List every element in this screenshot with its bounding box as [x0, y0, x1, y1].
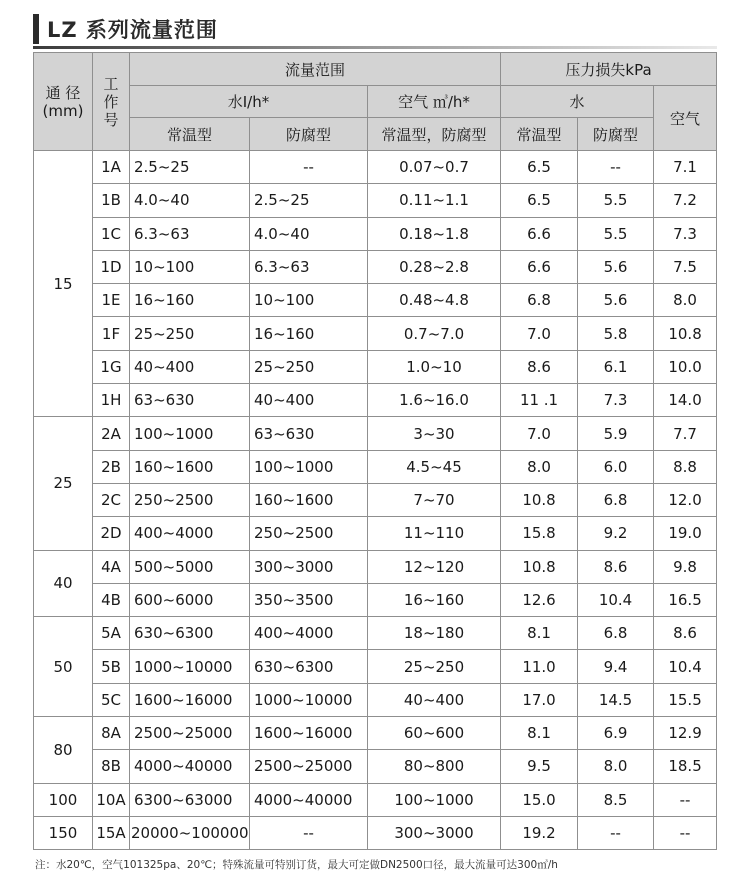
- table-row: [34, 750, 717, 783]
- air-flow-header: 空气 ㎥/h*: [368, 86, 501, 118]
- loss-normal-header: 常温型: [501, 118, 578, 151]
- loss-normal-cell: 15.8: [501, 517, 578, 550]
- water-normal-cell: 40~400: [130, 350, 250, 383]
- water-anti-header: 防腐型: [250, 118, 368, 151]
- water-normal-cell: 16~160: [130, 284, 250, 317]
- type-cell: 1F: [93, 317, 130, 350]
- water-normal-cell: 2.5~25: [130, 151, 250, 184]
- water-anti-cell: 4.0~40: [250, 217, 368, 250]
- title-bar: [33, 12, 717, 46]
- loss-air-cell: 8.0: [654, 284, 717, 317]
- table-row: [34, 384, 717, 417]
- loss-air-cell: 8.8: [654, 450, 717, 483]
- water-anti-cell: --: [250, 151, 368, 184]
- loss-air-cell: --: [654, 816, 717, 849]
- air-flow-cell: 0.11~1.1: [368, 184, 501, 217]
- loss-anti-header: 防腐型: [578, 118, 654, 151]
- loss-normal-cell: 8.0: [501, 450, 578, 483]
- type-cell: 2A: [93, 417, 130, 450]
- type-header: 工 作 号: [93, 53, 130, 151]
- table-row: [34, 617, 717, 650]
- type-cell: 8A: [93, 717, 130, 750]
- title-accent-bar: [33, 14, 39, 44]
- loss-air-cell: 10.8: [654, 317, 717, 350]
- loss-normal-cell: 10.8: [501, 483, 578, 516]
- loss-anti-cell: 5.5: [578, 217, 654, 250]
- type-cell: 4A: [93, 550, 130, 583]
- loss-air-cell: 8.6: [654, 617, 717, 650]
- loss-air-cell: 15.5: [654, 683, 717, 716]
- air-flow-cell: 1.6~16.0: [368, 384, 501, 417]
- table-row: [34, 250, 717, 283]
- diameter-cell: 150: [34, 816, 93, 849]
- water-anti-cell: 350~3500: [250, 583, 368, 616]
- water-normal-cell: 4.0~40: [130, 184, 250, 217]
- type-cell: 1C: [93, 217, 130, 250]
- water-anti-cell: 630~6300: [250, 650, 368, 683]
- loss-normal-cell: 15.0: [501, 783, 578, 816]
- table-row: [34, 217, 717, 250]
- air-flow-cell: 16~160: [368, 583, 501, 616]
- loss-air-cell: 7.2: [654, 184, 717, 217]
- air-flow-cell: 0.07~0.7: [368, 151, 501, 184]
- loss-anti-cell: 9.2: [578, 517, 654, 550]
- type-cell: 1D: [93, 250, 130, 283]
- loss-normal-cell: 11.0: [501, 650, 578, 683]
- diameter-cell: 25: [34, 417, 93, 550]
- loss-anti-cell: 6.8: [578, 617, 654, 650]
- air-flow-cell: 0.28~2.8: [368, 250, 501, 283]
- water-anti-cell: 1600~16000: [250, 717, 368, 750]
- water-anti-cell: 100~1000: [250, 450, 368, 483]
- table-row: [34, 317, 717, 350]
- flow-range-header: 流量范围: [130, 53, 501, 86]
- table-row: [34, 284, 717, 317]
- air-loss-header: 空气: [654, 86, 717, 151]
- loss-anti-cell: 6.1: [578, 350, 654, 383]
- water-anti-cell: 2500~25000: [250, 750, 368, 783]
- loss-air-cell: 10.4: [654, 650, 717, 683]
- type-cell: 1E: [93, 284, 130, 317]
- loss-normal-cell: 7.0: [501, 317, 578, 350]
- loss-anti-cell: 6.9: [578, 717, 654, 750]
- loss-anti-cell: 14.5: [578, 683, 654, 716]
- loss-normal-cell: 12.6: [501, 583, 578, 616]
- table-row: [34, 650, 717, 683]
- water-anti-cell: 250~2500: [250, 517, 368, 550]
- loss-normal-cell: 17.0: [501, 683, 578, 716]
- loss-normal-cell: 6.8: [501, 284, 578, 317]
- water-normal-cell: 400~4000: [130, 517, 250, 550]
- water-anti-cell: 40~400: [250, 384, 368, 417]
- loss-air-cell: 16.5: [654, 583, 717, 616]
- table-row: [34, 683, 717, 716]
- water-anti-cell: 1000~10000: [250, 683, 368, 716]
- loss-air-cell: 18.5: [654, 750, 717, 783]
- loss-normal-cell: 6.6: [501, 250, 578, 283]
- air-flow-cell: 3~30: [368, 417, 501, 450]
- type-cell: 1H: [93, 384, 130, 417]
- air-flow-cell: 0.48~4.8: [368, 284, 501, 317]
- water-flow-header: 水I/h*: [130, 86, 368, 118]
- type-cell: 2C: [93, 483, 130, 516]
- water-anti-cell: 63~630: [250, 417, 368, 450]
- water-anti-cell: 2.5~25: [250, 184, 368, 217]
- loss-air-cell: --: [654, 783, 717, 816]
- diameter-cell: 100: [34, 783, 93, 816]
- air-flow-cell: 0.18~1.8: [368, 217, 501, 250]
- water-normal-cell: 1000~10000: [130, 650, 250, 683]
- air-flow-cell: 0.7~7.0: [368, 317, 501, 350]
- type-cell: 10A: [93, 783, 130, 816]
- water-normal-cell: 63~630: [130, 384, 250, 417]
- loss-air-cell: 7.5: [654, 250, 717, 283]
- water-normal-cell: 600~6000: [130, 583, 250, 616]
- type-cell: 5B: [93, 650, 130, 683]
- type-cell: 1G: [93, 350, 130, 383]
- water-normal-cell: 160~1600: [130, 450, 250, 483]
- water-normal-cell: 630~6300: [130, 617, 250, 650]
- loss-normal-cell: 8.6: [501, 350, 578, 383]
- loss-normal-cell: 6.5: [501, 184, 578, 217]
- loss-anti-cell: 6.8: [578, 483, 654, 516]
- loss-anti-cell: 8.0: [578, 750, 654, 783]
- loss-air-cell: 19.0: [654, 517, 717, 550]
- water-anti-cell: 300~3000: [250, 550, 368, 583]
- water-normal-cell: 4000~40000: [130, 750, 250, 783]
- air-flow-cell: 100~1000: [368, 783, 501, 816]
- table-row: [34, 483, 717, 516]
- loss-anti-cell: 8.6: [578, 550, 654, 583]
- water-normal-cell: 500~5000: [130, 550, 250, 583]
- air-flow-cell: 40~400: [368, 683, 501, 716]
- loss-normal-cell: 10.8: [501, 550, 578, 583]
- water-normal-cell: 100~1000: [130, 417, 250, 450]
- loss-normal-cell: 19.2: [501, 816, 578, 849]
- loss-air-cell: 14.0: [654, 384, 717, 417]
- footnote: 注：水20℃，空气101325pa、20℃；特殊流量可特别订货，最大可定做DN2500口径，最大流量可达300㎥/h: [35, 859, 558, 871]
- water-anti-cell: 16~160: [250, 317, 368, 350]
- water-anti-cell: 10~100: [250, 284, 368, 317]
- air-flow-cell: 7~70: [368, 483, 501, 516]
- loss-air-cell: 7.7: [654, 417, 717, 450]
- loss-air-cell: 9.8: [654, 550, 717, 583]
- type-cell: 1B: [93, 184, 130, 217]
- air-flow-cell: 4.5~45: [368, 450, 501, 483]
- table-body: [34, 151, 717, 850]
- loss-anti-cell: 6.0: [578, 450, 654, 483]
- air-flow-cell: 300~3000: [368, 816, 501, 849]
- table-row: [34, 583, 717, 616]
- loss-normal-cell: 9.5: [501, 750, 578, 783]
- diameter-cell: 15: [34, 151, 93, 417]
- loss-anti-cell: 5.5: [578, 184, 654, 217]
- type-cell: 5C: [93, 683, 130, 716]
- water-normal-cell: 6300~63000: [130, 783, 250, 816]
- table-row: [34, 816, 717, 849]
- type-cell: 15A: [93, 816, 130, 849]
- table-row: [34, 417, 717, 450]
- air-flow-cell: 18~180: [368, 617, 501, 650]
- diameter-cell: 40: [34, 550, 93, 617]
- flow-range-table: [33, 52, 717, 850]
- loss-anti-cell: 7.3: [578, 384, 654, 417]
- page-title: LZ 系列流量范围: [47, 18, 218, 42]
- water-normal-cell: 6.3~63: [130, 217, 250, 250]
- water-anti-cell: 160~1600: [250, 483, 368, 516]
- diameter-header: 通 径 (mm): [34, 53, 93, 151]
- diameter-cell: 80: [34, 717, 93, 784]
- air-flow-cell: 12~120: [368, 550, 501, 583]
- table-row: [34, 550, 717, 583]
- loss-anti-cell: --: [578, 816, 654, 849]
- title-underline: [33, 46, 717, 49]
- loss-anti-cell: 8.5: [578, 783, 654, 816]
- water-normal-cell: 250~2500: [130, 483, 250, 516]
- loss-air-cell: 12.9: [654, 717, 717, 750]
- loss-normal-cell: 8.1: [501, 717, 578, 750]
- loss-anti-cell: 10.4: [578, 583, 654, 616]
- loss-anti-cell: 5.6: [578, 284, 654, 317]
- air-flow-cell: 25~250: [368, 650, 501, 683]
- type-cell: 1A: [93, 151, 130, 184]
- table-row: [34, 717, 717, 750]
- table-row: [34, 184, 717, 217]
- water-normal-header: 常温型: [130, 118, 250, 151]
- table-row: [34, 517, 717, 550]
- air-flow-cell: 11~110: [368, 517, 501, 550]
- type-cell: 4B: [93, 583, 130, 616]
- loss-air-cell: 12.0: [654, 483, 717, 516]
- water-normal-cell: 2500~25000: [130, 717, 250, 750]
- water-anti-cell: 6.3~63: [250, 250, 368, 283]
- loss-air-cell: 10.0: [654, 350, 717, 383]
- water-normal-cell: 10~100: [130, 250, 250, 283]
- loss-air-cell: 7.3: [654, 217, 717, 250]
- diameter-cell: 50: [34, 617, 93, 717]
- loss-anti-cell: 5.6: [578, 250, 654, 283]
- loss-anti-cell: 5.8: [578, 317, 654, 350]
- air-flow-cell: 1.0~10: [368, 350, 501, 383]
- table-row: [34, 151, 717, 184]
- water-anti-cell: 25~250: [250, 350, 368, 383]
- type-cell: 8B: [93, 750, 130, 783]
- loss-normal-cell: 8.1: [501, 617, 578, 650]
- water-anti-cell: --: [250, 816, 368, 849]
- air-flow-cell: 80~800: [368, 750, 501, 783]
- table-row: [34, 450, 717, 483]
- air-normal-anti-header: 常温型，防腐型: [368, 118, 501, 151]
- water-normal-cell: 1600~16000: [130, 683, 250, 716]
- loss-anti-cell: 9.4: [578, 650, 654, 683]
- water-anti-cell: 400~4000: [250, 617, 368, 650]
- loss-normal-cell: 11 .1: [501, 384, 578, 417]
- loss-normal-cell: 6.6: [501, 217, 578, 250]
- loss-anti-cell: --: [578, 151, 654, 184]
- loss-normal-cell: 6.5: [501, 151, 578, 184]
- table-row: [34, 350, 717, 383]
- water-anti-cell: 4000~40000: [250, 783, 368, 816]
- loss-anti-cell: 5.9: [578, 417, 654, 450]
- water-normal-cell: 25~250: [130, 317, 250, 350]
- type-cell: 5A: [93, 617, 130, 650]
- loss-normal-cell: 7.0: [501, 417, 578, 450]
- type-cell: 2D: [93, 517, 130, 550]
- pressure-loss-header: 压力损失kPa: [501, 53, 717, 86]
- water-normal-cell: 20000~100000: [130, 816, 250, 849]
- table-row: [34, 783, 717, 816]
- air-flow-cell: 60~600: [368, 717, 501, 750]
- type-cell: 2B: [93, 450, 130, 483]
- water-loss-header: 水: [501, 86, 654, 118]
- loss-air-cell: 7.1: [654, 151, 717, 184]
